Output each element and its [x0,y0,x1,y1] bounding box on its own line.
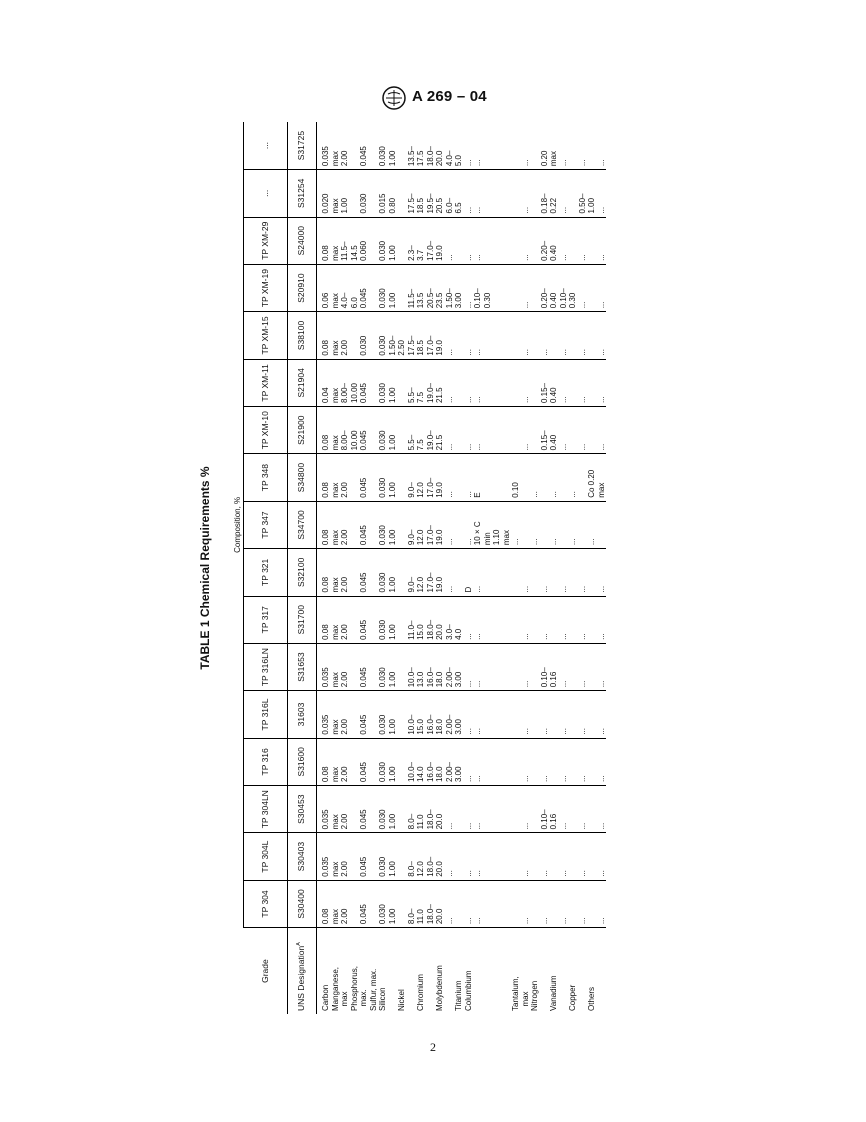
grade-cell: TP 304LN [244,786,288,833]
composition-values: 0.035 max 2.00 0.045 0.030 1.00 13.5– 17.5 18.0– 20.0 4.0– 5.0 ... ... ... 0.20 max ... ... ... [321,146,606,167]
grade-cell: TP XM-19 [244,264,288,311]
grade-cell: TP 304 [244,880,288,927]
grade-cell: TP XM-10 [244,407,288,454]
uns-cell: S34700 [288,501,317,548]
uns-cell: S32100 [288,549,317,596]
uns-cell: S31725 [288,122,317,170]
uns-label: UNS Designation$^A$ [296,942,307,1011]
uns-cell: S30453 [288,786,317,833]
page-number: 2 [430,1040,436,1054]
grade-cell: TP 304L [244,833,288,880]
composition-cell [317,359,607,406]
composition-cell [317,312,607,359]
uns-cell: S24000 [288,217,317,264]
uns-cell: S34800 [288,454,317,501]
composition-values: 0.04 max 8.00– 10.00 0.045 0.030 1.00 5.5– 7.5 19.0– 21.5 ... ... ... ... 0.15– 0.40 ... ... ... [321,383,606,404]
composition-cell [317,122,607,170]
composition-body-row [317,122,607,1014]
table-title: TABLE 1 Chemical Requirements % [198,466,212,670]
composition-values: 0.08 max 2.00 0.045 0.030 1.00 8.0– 11.0 18.0– 20.0 ... ... ... ... ... ... ... ... [321,904,606,925]
uns-cell: S31700 [288,596,317,643]
uns-cell: 31603 [288,691,317,738]
composition-cell [317,407,607,454]
composition-cell [317,217,607,264]
document-designation: A 269 – 04 [412,88,487,105]
table-area [228,122,656,1014]
composition-values: 0.035 max 2.00 0.045 0.030 1.00 10.0– 15.0 16.0– 18.0 2.00– 3.00 ... ... ... ... ... ... ... [321,714,606,735]
composition-cell [317,264,607,311]
composition-values: 0.08 max 2.00 0.030 0.030 1.50– 2.50 17.5– 18.5 17.0– 19.0 ... ... ... ... ... ... ... ... [321,335,606,356]
page-header [0,86,866,110]
uns-cell: S31600 [288,738,317,785]
rotated-content [196,122,656,1014]
composition-values: 0.08 max 2.00 0.045 0.030 1.00 9.0– 12.0 17.0– 19.0 ... D ... ... ... ... ... ... [321,572,606,593]
uns-cell: S20910 [288,264,317,311]
composition-values: 0.06 max 4.0– 6.0 0.045 0.030 1.00 11.5– 13.5 20.5– 23.5 1.50– 3.00 ... 0.10– 0.30 ... 0.20– 0.40 0.10– 0.30 ... ... [321,288,606,309]
grade-cell: TP 316LN [244,643,288,690]
composition-values: 0.08 max 2.00 0.045 0.030 1.00 11.0– 15.0 18.0– 20.0 3.0– 4.0 ... ... ... ... ... ... ... [321,619,606,640]
uns-cell: S38100 [288,312,317,359]
uns-cell: S30400 [288,880,317,927]
grade-row [244,122,288,1014]
composition-cell [317,501,607,548]
composition-cell [317,738,607,785]
composition-values: 0.08 max 2.00 0.045 0.030 1.00 9.0– 12.0 17.0– 19.0 ... ... E 0.10 ... ... ... Co 0.20 max [321,469,606,498]
composition-cell [317,170,607,217]
astm-logo-icon [382,86,406,110]
grade-cell: TP XM-29 [244,217,288,264]
uns-cell: S31653 [288,643,317,690]
chemical-requirements-table [228,122,606,1014]
grade-cell: TP 348 [244,454,288,501]
grade-cell: TP 316L [244,691,288,738]
composition-cell [317,786,607,833]
grade-cell: TP 321 [244,549,288,596]
element-labels [317,928,607,1014]
grade-label: Grade [244,928,288,1014]
composition-values: 0.08 max 8.00– 10.00 0.045 0.030 1.00 5.5– 7.5 19.0– 21.5 ... ... ... ... 0.15– 0.40 ... ... ... [321,430,606,451]
composition-cell [317,596,607,643]
composition-cell [317,833,607,880]
grade-cell: TP 316 [244,738,288,785]
uns-cell: S21900 [288,407,317,454]
composition-values: 0.08 max 2.00 0.045 0.030 1.00 10.0– 14.0 16.0– 18.0 2.00– 3.00 ... ... ... ... ... ... ... [321,762,606,783]
composition-values: 0.035 max 2.00 0.045 0.030 1.00 8.0– 11.0 18.0– 20.0 ... ... ... ... 0.10– 0.16 ... ... ... [321,809,606,830]
composition-values: 0.035 max 2.00 0.045 0.030 1.00 8.0– 12.0 18.0– 20.0 ... ... ... ... ... ... ... ... [321,856,606,877]
composition-values: 0.08 max 2.00 0.045 0.030 1.00 9.0– 12.0 17.0– 19.0 ... ... 10 × C min 1.10 max ... ... ... ... ... [321,521,596,546]
composition-values: 0.08 max 11.5– 14.5 0.060 0.030 1.00 2.3– 3.7 17.0– 19.0 ... ... ... ... 0.20– 0.40 ... ... ... [321,240,606,261]
grade-cell: TP XM-15 [244,312,288,359]
composition-cell [317,549,607,596]
composition-cell [317,643,607,690]
composition-header: Composition, % [232,496,242,553]
composition-values: 0.020 max 1.00 0.030 0.015 0.80 17.5– 18.5 19.5– 20.5 6.0– 6.5 ... ... ... 0.18– 0.22 ... 0.50– 1.00 ... [321,193,606,214]
composition-cell [317,880,607,927]
grade-cell: ... [244,122,288,170]
rotated-table-page [196,122,656,1014]
uns-cell: S30403 [288,833,317,880]
composition-values: 0.035 max 2.00 0.045 0.030 1.00 10.0– 13.0 16.0– 18.0 2.00– 3.00 ... ... ... 0.10– 0.16 ... ... ... [321,667,606,688]
grade-cell: TP XM-11 [244,359,288,406]
uns-row [288,122,317,1014]
composition-cell [317,691,607,738]
uns-cell: S31254 [288,170,317,217]
composition-cell [317,454,607,501]
element-label-list: Carbon Manganese, max Phosphorus, max. Sulfur, max. Silicon Nickel Chromium Molybdenum Titanium Columbium Tantalum, max Nitrogen Vanadium Copper Others [321,965,596,1011]
uns-footnote: A [296,942,303,946]
grade-cell: TP 317 [244,596,288,643]
grade-cell: ... [244,170,288,217]
uns-cell: S21904 [288,359,317,406]
grade-cell: TP 347 [244,501,288,548]
